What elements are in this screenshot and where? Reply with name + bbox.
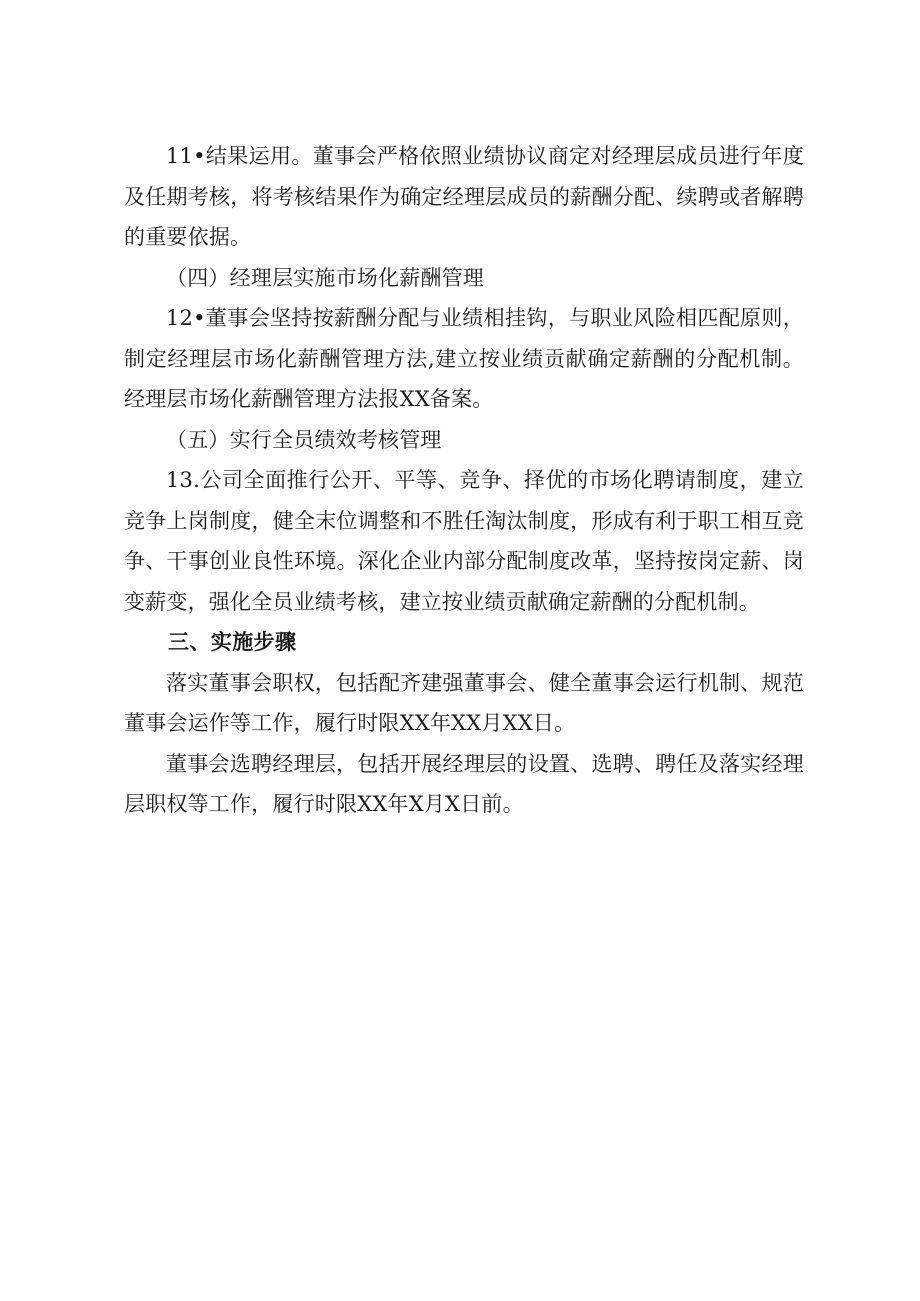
- paragraph-11-result-application: 11•结果运用。董事会严格依照业绩协议商定对经理层成员进行年度及任期考核，将考核结果作为确定经理层成员的薪酬分配、续聘或者解聘的重要依据。: [124, 144, 804, 249]
- paragraph-12-compensation-policy: 12•董事会坚持按薪酬分配与业绩相挂钩，与职业风险相匹配原则，制定经理层市场化薪酬管理方法,建立按业绩贡献确定薪酬的分配机制。经理层市场化薪酬管理方法报XX备案。: [124, 306, 804, 411]
- paragraph-13-hiring-system: 13.公司全面推行公开、平等、竞争、择优的市场化聘请制度，建立竞争上岗制度，健全末位调整和不胜任淘汰制度，形成有利于职工相互竞争、干事创业良性环境。深化企业内部分配制度改革，坚持按岗定薪、岗变薪变，强化全员业绩考核，建立按业绩贡献确定薪酬的分配机制。: [124, 468, 804, 614]
- subheading-5-performance-assessment: （五）实行全员绩效考核管理: [166, 427, 442, 452]
- section-heading-implementation-steps: 三、实施步骤: [168, 630, 297, 654]
- document-page: [124, 136, 804, 825]
- paragraph-step-board-authority: 落实董事会职权，包括配齐建强董事会、健全董事会运行机制、规范董事会运作等工作，履行时限XX年XX月XX日。: [124, 670, 804, 735]
- subheading-4-manager-compensation: （四）经理层实施市场化薪酬管理: [166, 265, 484, 290]
- paragraph-step-manager-selection: 董事会选聘经理层，包括开展经理层的设置、选聘、聘任及落实经理层职权等工作，履行时限XX年X月X日前。: [124, 751, 804, 816]
